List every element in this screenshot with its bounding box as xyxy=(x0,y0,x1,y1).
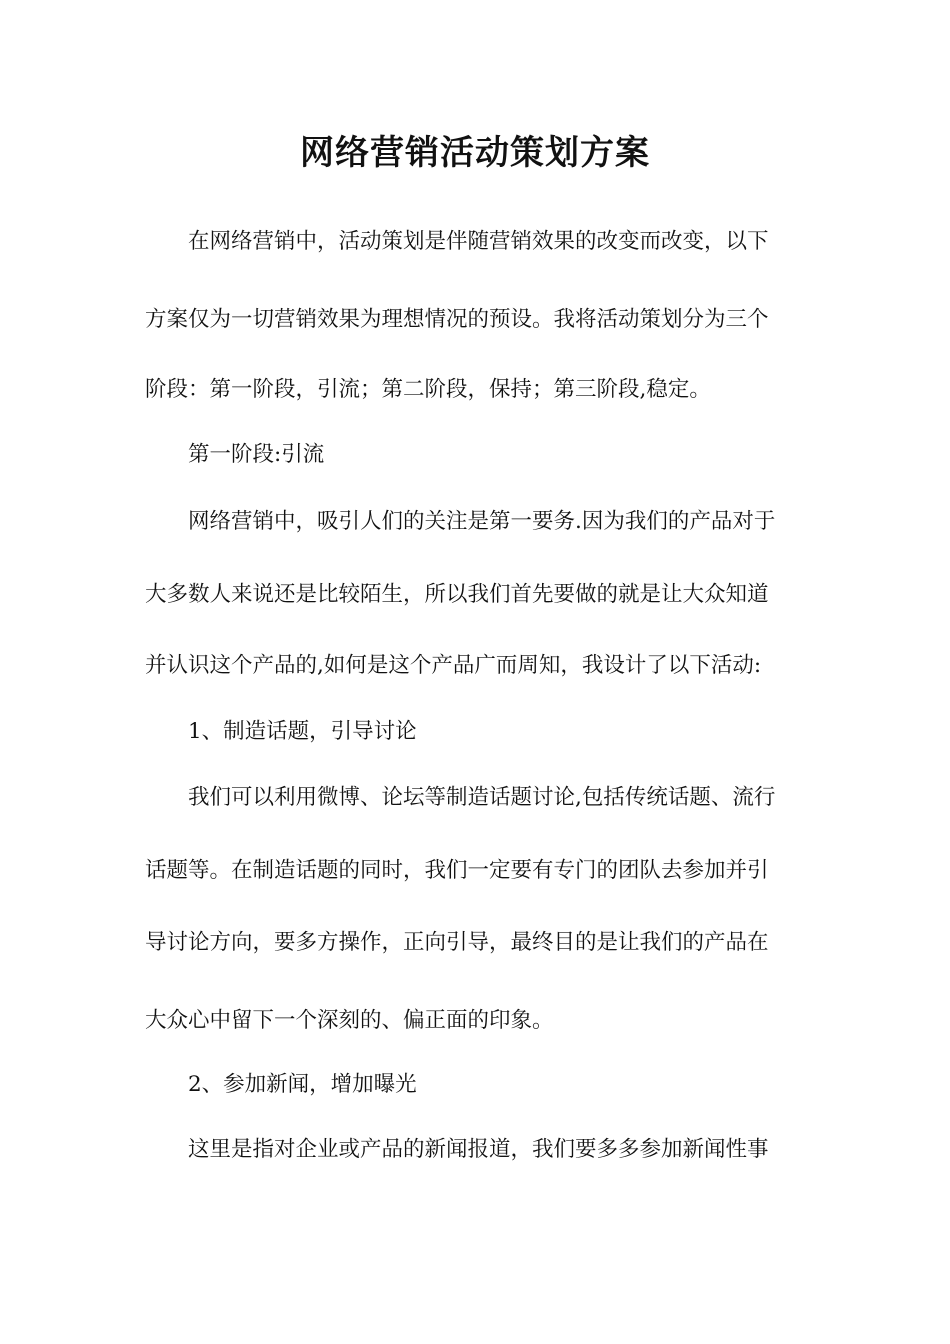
paragraph-line: 并认识这个产品的,如何是这个产品广而周知，我设计了以下活动: xyxy=(145,653,762,678)
paragraph-line: 话题等。在制造话题的同时，我们一定要有专门的团队去参加并引 xyxy=(145,858,769,883)
paragraph-line: 方案仅为一切营销效果为理想情况的预设。我将活动策划分为三个 xyxy=(145,307,769,332)
section-heading: 第一阶段:引流 xyxy=(188,442,325,467)
paragraph-line: 网络营销中，吸引人们的关注是第一要务.因为我们的产品对于 xyxy=(188,509,776,534)
paragraph-line: 在网络营销中，活动策划是伴随营销效果的改变而改变，以下 xyxy=(188,229,769,254)
paragraph-line: 阶段：第一阶段，引流；第二阶段，保持；第三阶段,稳定。 xyxy=(145,377,711,402)
paragraph-line: 这里是指对企业或产品的新闻报道，我们要多多参加新闻性事 xyxy=(188,1137,769,1162)
paragraph-line: 大众心中留下一个深刻的、偏正面的印象。 xyxy=(145,1008,554,1033)
paragraph-line: 导讨论方向，要多方操作，正向引导，最终目的是让我们的产品在 xyxy=(145,930,769,955)
paragraph-line: 我们可以利用微博、论坛等制造话题讨论,包括传统话题、流行 xyxy=(188,785,776,810)
list-item-heading: 2、参加新闻，增加曝光 xyxy=(188,1072,417,1097)
list-item-heading: 1、制造话题，引导讨论 xyxy=(188,719,417,744)
paragraph-line: 大多数人来说还是比较陌生，所以我们首先要做的就是让大众知道 xyxy=(145,582,769,607)
document-title: 网络营销活动策划方案 xyxy=(300,133,650,173)
